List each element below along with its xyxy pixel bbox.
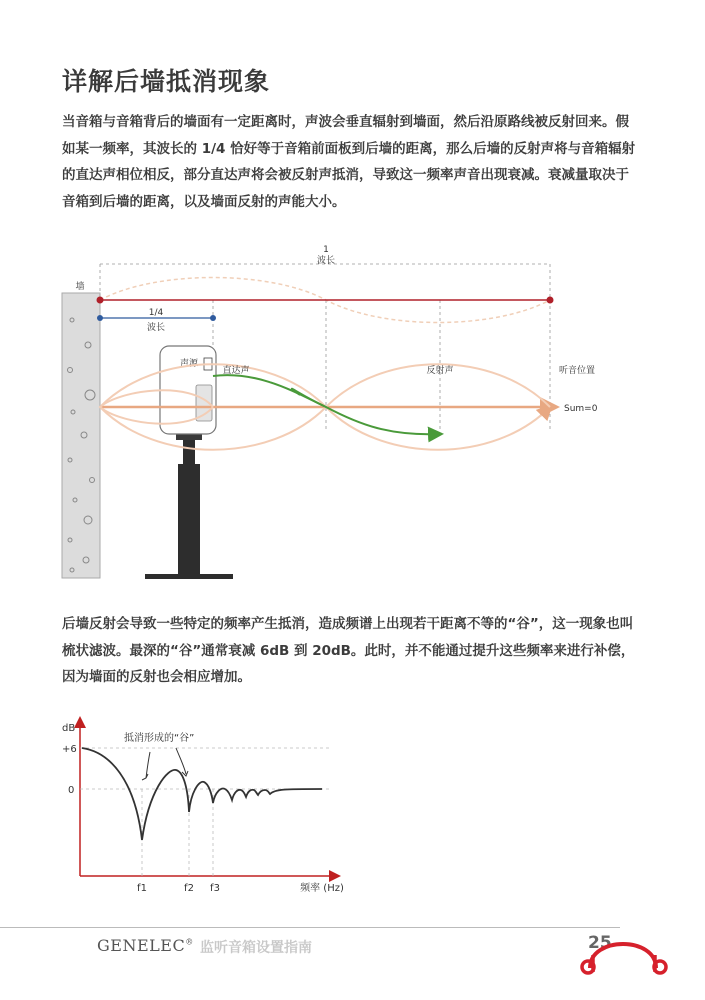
x-axis-label: 频率 (Hz) xyxy=(300,883,344,894)
wavelength-start-dot xyxy=(97,297,104,304)
guide-title: 监听音箱设置指南 xyxy=(200,940,312,956)
direct-label: 直达声 xyxy=(222,366,250,376)
page-title: 详解后墙抵消现象 xyxy=(62,67,271,96)
quarter-label: 波长 xyxy=(146,323,166,333)
annotation-label: 抵消形成的“谷” xyxy=(124,733,195,744)
footer-divider xyxy=(0,927,620,928)
wall xyxy=(62,293,100,578)
listening-label: 听音位置 xyxy=(558,366,596,376)
wall-label: 墙 xyxy=(75,282,85,292)
intro-paragraph: 当音箱与音箱背后的墙面有一定距离时，声波会垂直辐射到墙面，然后沿原路线被反射回来。假如某一频率，其波长的 1/4 恰好等于音箱前面板到后墙的距离，那么后墙的反射声将与音箱辐射的直达声相位相反，部分直达声将会被反射声抵消，导致这一频率声音出现衰减。衰减量取决于音箱到后墙的距离，以及墙面反射的声能大小。 xyxy=(62,114,636,210)
wavelength-label: 波长 xyxy=(316,256,336,266)
page-number: 25 xyxy=(588,933,612,953)
brand-logo: GENELEC® xyxy=(97,936,194,955)
y-axis-label: dB xyxy=(62,723,76,734)
y-tick-plus6: +6 xyxy=(62,744,77,755)
quarter-start-dot xyxy=(97,315,103,321)
direct-wave xyxy=(213,375,440,434)
wavelength-number: 1 xyxy=(323,245,329,255)
sum-label: Sum=0 xyxy=(564,404,598,414)
headphone-icon xyxy=(578,928,673,978)
wavelength-end-dot xyxy=(547,297,554,304)
cancellation-diagram xyxy=(0,230,705,585)
quarter-end-dot xyxy=(210,315,216,321)
reflected-label: 反射声 xyxy=(426,366,454,376)
comb-filter-chart xyxy=(0,710,705,910)
x-tick-f1: f1 xyxy=(137,883,147,894)
comb-curve xyxy=(82,748,322,840)
speaker-stand xyxy=(145,430,233,579)
quarter-number: 1/4 xyxy=(148,308,164,318)
source-label: 声源 xyxy=(179,359,199,369)
x-tick-f2: f2 xyxy=(184,883,194,894)
comb-filter-paragraph: 后墙反射会导致一些特定的频率产生抵消，造成频谱上出现若干距离不等的“谷”，这一现象也叫梳状滤波。最深的“谷”通常衰减 6dB 到 20dB。此时，并不能通过提升这些频率来进行补偿，因为墙面的反射也会相应增加。 xyxy=(62,616,635,685)
x-tick-f3: f3 xyxy=(210,883,220,894)
y-tick-zero: 0 xyxy=(68,785,75,796)
